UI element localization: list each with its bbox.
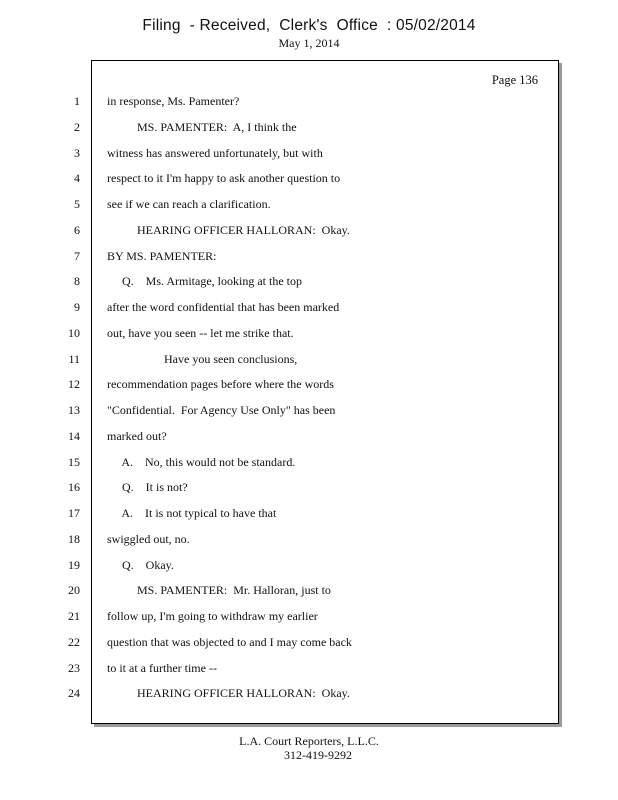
- reporter-company: L.A. Court Reporters, L.L.C.: [239, 734, 379, 748]
- transcript-line: see if we can reach a clarification.: [107, 197, 271, 211]
- transcript-line: Have you seen conclusions,: [107, 352, 298, 366]
- line-number: 6: [74, 223, 80, 237]
- filing-stamp: Filing - Received, Clerk's Office : 05/02/2014: [142, 17, 476, 34]
- transcript-line: witness has answered unfortunately, but with: [107, 146, 323, 160]
- line-number: 18: [68, 532, 80, 546]
- line-number: 1: [74, 94, 80, 108]
- transcript-line: out, have you seen -- let me strike that.: [107, 326, 294, 340]
- line-number: 21: [68, 609, 80, 623]
- transcript-line: to it at a further time --: [107, 661, 217, 675]
- transcript-line: HEARING OFFICER HALLORAN: Okay.: [107, 686, 350, 700]
- line-number: 22: [68, 635, 80, 649]
- line-number: 17: [68, 506, 80, 520]
- line-number: 2: [74, 120, 80, 134]
- line-number: 7: [74, 249, 80, 263]
- line-number: 20: [68, 583, 80, 597]
- transcript-line: Q. Ms. Armitage, looking at the top: [107, 274, 302, 288]
- transcript-line: recommendation pages before where the words: [107, 377, 334, 391]
- line-number: 11: [68, 352, 80, 366]
- transcript-line: A. No, this would not be standard.: [107, 455, 296, 469]
- hearing-date: May 1, 2014: [278, 36, 340, 50]
- line-number: 24: [68, 686, 80, 700]
- line-number: 15: [68, 455, 80, 469]
- transcript-line: marked out?: [107, 429, 167, 443]
- page-number: Page 136: [491, 73, 538, 87]
- transcript-line: Q. Okay.: [107, 558, 174, 572]
- transcript-line: in response, Ms. Pamenter?: [107, 94, 240, 108]
- transcript-line: question that was objected to and I may come back: [107, 635, 352, 649]
- line-number: 5: [74, 197, 80, 211]
- line-number: 4: [74, 171, 80, 185]
- transcript-line: HEARING OFFICER HALLORAN: Okay.: [107, 223, 350, 237]
- line-number: 19: [68, 558, 80, 572]
- transcript-line: swiggled out, no.: [107, 532, 190, 546]
- line-number: 9: [74, 300, 80, 314]
- transcript-line: A. It is not typical to have that: [107, 506, 277, 520]
- line-number: 3: [74, 146, 80, 160]
- transcript-line: follow up, I'm going to withdraw my earlier: [107, 609, 318, 623]
- transcript-line: BY MS. PAMENTER:: [107, 249, 217, 263]
- transcript-line: Q. It is not?: [107, 480, 188, 494]
- transcript-line: after the word confidential that has been marked: [107, 300, 340, 314]
- line-number: 12: [68, 377, 80, 391]
- line-number: 13: [68, 403, 80, 417]
- line-number: 8: [74, 274, 80, 288]
- line-number: 23: [68, 661, 80, 675]
- reporter-phone: 312-419-9292: [284, 748, 352, 762]
- line-number: 14: [68, 429, 80, 443]
- transcript-line: "Confidential. For Agency Use Only" has been: [107, 403, 336, 417]
- line-number: 10: [68, 326, 80, 340]
- transcript-line: respect to it I'm happy to ask another question to: [107, 171, 341, 185]
- transcript-line: MS. PAMENTER: Mr. Halloran, just to: [107, 583, 331, 597]
- transcript-line: MS. PAMENTER: A, I think the: [107, 120, 297, 134]
- line-number: 16: [68, 480, 80, 494]
